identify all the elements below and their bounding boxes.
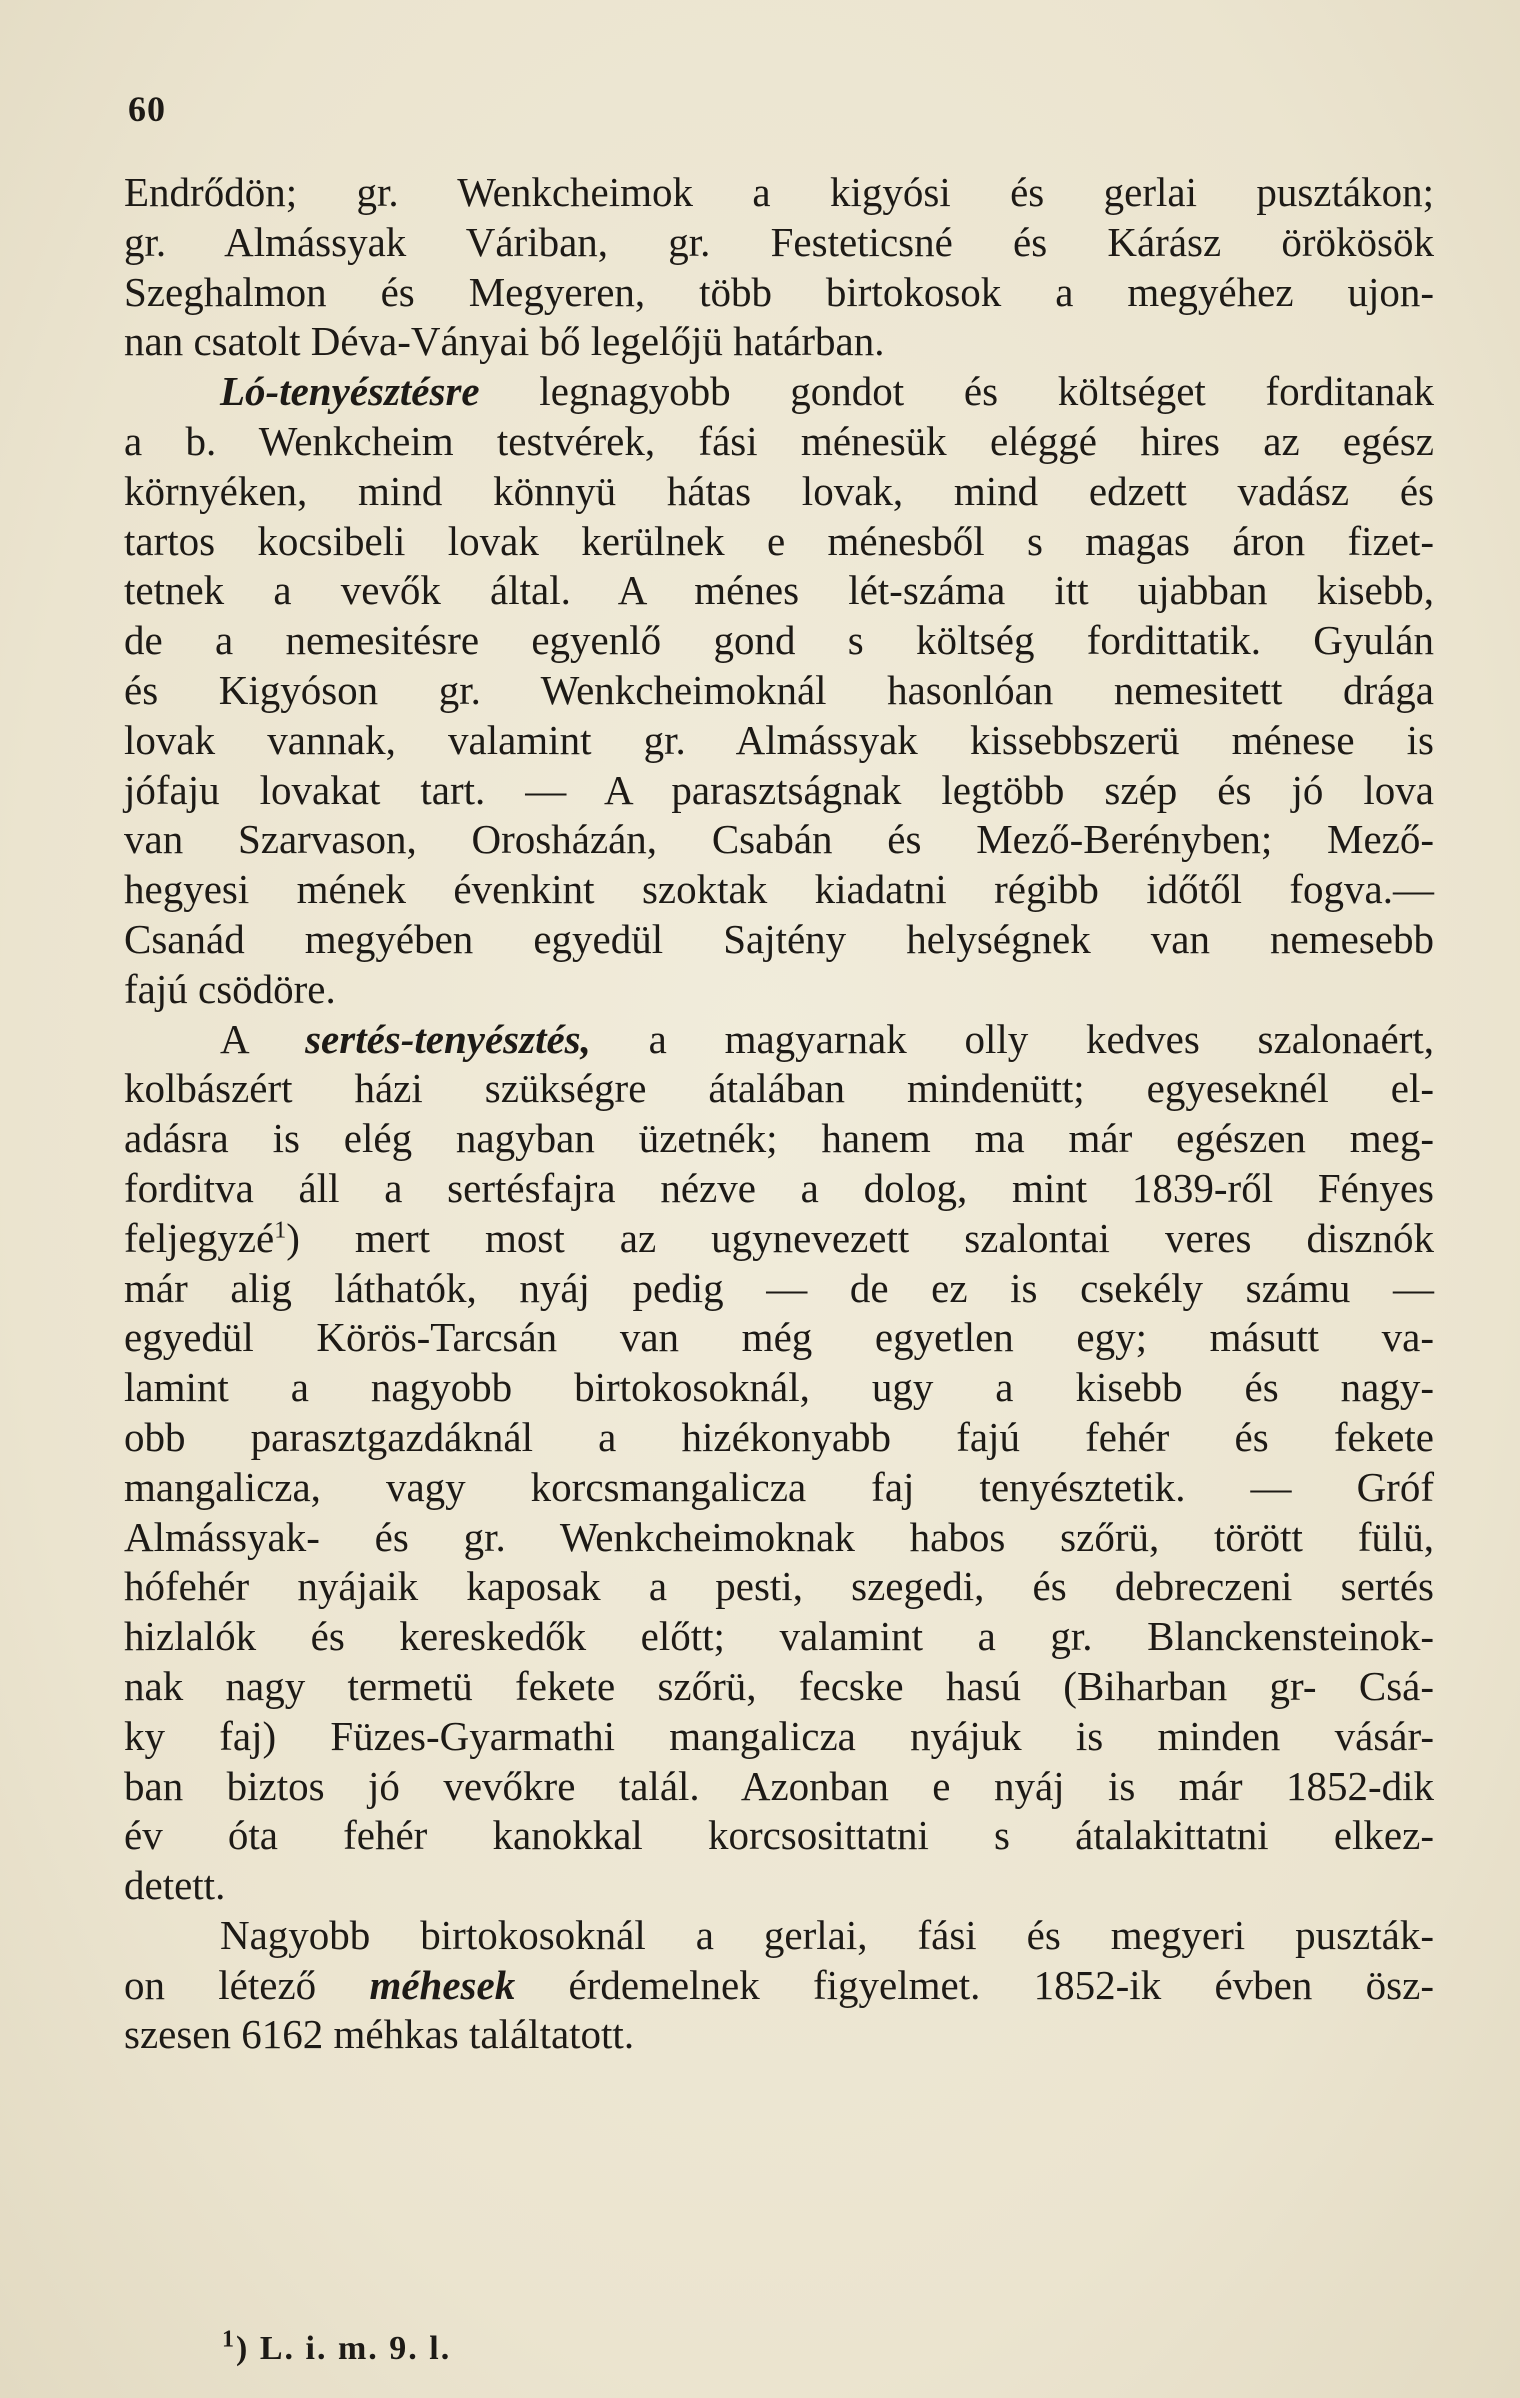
text-line: [124, 815, 1434, 865]
line-text: legnagyobb gondot és költséget forditanak: [479, 368, 1434, 415]
text-line: [124, 1762, 1434, 1812]
text-line: [124, 1562, 1434, 1612]
line-text: kolbászért házi szükségre átalában mindenütt; egyeseknél el-: [124, 1065, 1434, 1112]
text-line: [124, 616, 1434, 666]
line-text: szesen 6162 méhkas találtatott.: [124, 2011, 635, 2058]
emphasized-term: sertés-tenyésztés,: [305, 1015, 591, 1062]
text-line: [124, 417, 1434, 467]
line-text: tetnek a vevők által. A ménes lét-száma itt ujabban kisebb,: [124, 567, 1434, 614]
text-line: [124, 766, 1434, 816]
line-text: Szeghalmon és Megyeren, több birtokosok a megyéhez ujon-: [124, 268, 1434, 315]
line-text: forditva áll a sertésfajra nézve a dolog, mint 1839-ről Fényes: [124, 1164, 1434, 1211]
line-text: Nagyobb birtokosoknál a gerlai, fási és megyeri puszták-: [220, 1911, 1434, 1958]
line-text: hizlalók és kereskedők előtt; valamint a gr. Blanckensteinok-: [124, 1613, 1434, 1660]
text-line: [124, 467, 1434, 517]
text-line: [124, 517, 1434, 567]
line-text: mangalicza, vagy korcsmangalicza faj tenyésztetik. — Gróf: [124, 1463, 1434, 1510]
footnote: [222, 2326, 452, 2368]
text-line: [124, 1264, 1434, 1314]
text-line: [124, 1513, 1434, 1563]
text-line: [124, 915, 1434, 965]
line-prefix: feljegyzé: [124, 1214, 275, 1261]
text-line: [124, 716, 1434, 766]
text-line: [124, 1064, 1434, 1114]
line-text: ky faj) Füzes-Gyarmathi mangalicza nyájuk is minden vásár-: [124, 1712, 1434, 1759]
text-line: [124, 1463, 1434, 1513]
line-text: Csanád megyében egyedül Sajtény helységnek van nemesebb: [124, 915, 1434, 962]
line-prefix: on létező: [124, 1961, 370, 2008]
footnote-text: ) L. i. m. 9. l.: [236, 2330, 452, 2367]
text-line: [124, 1662, 1434, 1712]
text-line: [124, 1811, 1434, 1861]
footnote-reference: 1: [274, 1217, 287, 1244]
line-text: Almássyak- és gr. Wenkcheimoknak habos szőrü, törött fülü,: [124, 1513, 1434, 1560]
text-line: [124, 1911, 1434, 1961]
line-text: hófehér nyájaik kaposak a pesti, szegedi, és debreczeni sertés: [124, 1563, 1434, 1610]
text-line: [124, 1214, 1434, 1264]
text-line: [124, 1861, 1434, 1911]
line-text: a magyarnak olly kedves szalonaért,: [590, 1015, 1434, 1062]
line-text: egyedül Körös-Tarcsán van még egyetlen egy; másutt va-: [124, 1314, 1434, 1361]
line-text: Endrődön; gr. Wenkcheimok a kigyósi és gerlai pusztákon;: [124, 169, 1434, 215]
line-text: gr. Almássyak Váriban, gr. Festeticsné és Kárász örökösök: [124, 218, 1434, 265]
line-text: detett.: [124, 1862, 226, 1909]
line-text: tartos kocsibeli lovak kerülnek e ménesből s magas áron fizet-: [124, 517, 1434, 564]
text-line: [124, 218, 1434, 268]
line-prefix: A: [220, 1015, 306, 1062]
page-number: 60: [128, 89, 166, 129]
text-line: [124, 268, 1434, 318]
line-text: lovak vannak, valamint gr. Almássyak kissebbszerü ménese is: [124, 716, 1434, 763]
line-text: környéken, mind könnyü hátas lovak, mind edzett vadász és: [124, 467, 1434, 514]
text-line: [124, 1712, 1434, 1762]
line-text: jófaju lovakat tart. — A parasztságnak legtöbb szép és jó lova: [124, 766, 1434, 813]
text-line: [124, 168, 1434, 218]
line-text: nak nagy termetü fekete szőrü, fecske hasú (Biharban gr- Csá-: [124, 1662, 1434, 1709]
line-text: a b. Wenkcheim testvérek, fási ménesük eléggé hires az egész: [124, 417, 1434, 464]
line-text: nan csatolt Déva-Ványai bő legelőjü határban.: [124, 318, 885, 365]
text-line: [124, 1313, 1434, 1363]
text-line: [124, 1961, 1434, 2011]
line-text: ) mert most az ugynevezett szalontai veres disznók: [286, 1214, 1434, 1261]
text-line: [124, 566, 1434, 616]
text-line: [124, 1612, 1434, 1662]
line-text: van Szarvason, Orosházán, Csabán és Mező-Berényben; Mező-: [124, 816, 1434, 863]
line-text: és Kigyóson gr. Wenkcheimoknál hasonlóan nemesitett drága: [124, 666, 1434, 713]
line-text: ban biztos jó vevőkre talál. Azonban e nyáj is már 1852-dik: [124, 1762, 1434, 1809]
text-line: [124, 865, 1434, 915]
line-text: fajú csödöre.: [124, 965, 336, 1012]
text-line: [124, 965, 1434, 1015]
line-text: érdemelnek figyelmet. 1852-ik évben ösz-: [515, 1961, 1434, 2008]
text-line: [124, 2010, 1434, 2060]
line-text: már alig láthatók, nyáj pedig — de ez is csekély számu —: [124, 1264, 1434, 1311]
text-line: [124, 1015, 1434, 1065]
text-line: [124, 317, 1434, 367]
text-line: [124, 367, 1434, 417]
body-text: [124, 168, 1434, 2060]
text-line: [124, 1413, 1434, 1463]
footnote-marker: 1: [222, 2326, 236, 2353]
text-line: [124, 1363, 1434, 1413]
line-text: de a nemesitésre egyenlő gond s költség fordittatik. Gyulán: [124, 617, 1434, 664]
line-text: obb parasztgazdáknál a hizékonyabb fajú fehér és fekete: [124, 1413, 1434, 1460]
line-text: adásra is elég nagyban üzetnék; hanem ma már egészen meg-: [124, 1115, 1434, 1162]
line-text: év óta fehér kanokkal korcsosittatni s átalakittatni elkez-: [124, 1812, 1434, 1859]
emphasized-term: méhesek: [369, 1961, 516, 2008]
text-line: [124, 1164, 1434, 1214]
line-text: lamint a nagyobb birtokosoknál, ugy a kisebb és nagy-: [124, 1364, 1434, 1411]
line-text: hegyesi mének évenkint szoktak kiadatni régibb időtől fogva.—: [124, 866, 1434, 913]
emphasized-term: Ló-tenyésztésre: [220, 368, 480, 415]
text-line: [124, 1114, 1434, 1164]
text-line: [124, 666, 1434, 716]
